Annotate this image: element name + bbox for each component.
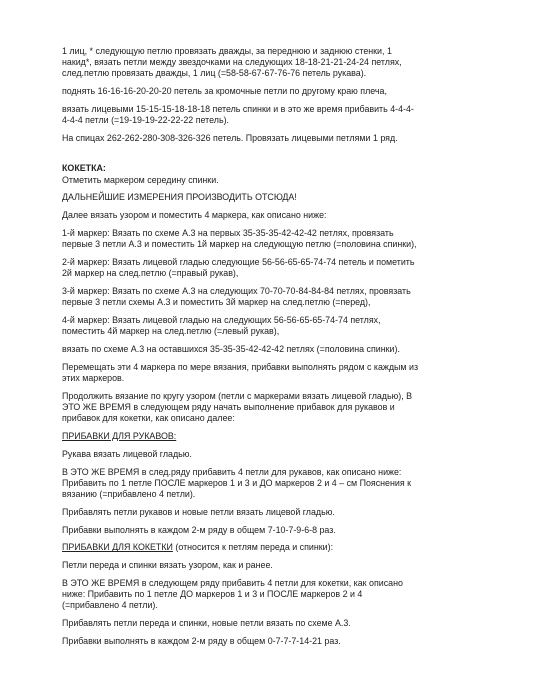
text-line: первые 3 петли А.3 и поместить 1й маркер на следующую петлю (=половина спинки), [62,239,417,250]
paragraph-remaining-back [62,344,522,355]
paragraph-continue-round [62,391,522,425]
paragraph-marker-1 [62,228,522,250]
section-heading-yoke-increases [62,542,522,553]
paragraph-yoke-increase-method [62,578,522,612]
heading-text: КОКЕТКА: [62,162,106,173]
paragraph-yoke-pattern [62,560,522,571]
text-line: 4-4-4 петли (=19-19-19-22-22-22 петель). [62,115,229,126]
paragraph-marker-4 [62,315,522,337]
text-line: 1 лиц, * следующую петлю провязать дважды, за переднюю и заднюю стенки, 1 [62,46,392,56]
section-heading-yoke [62,163,522,174]
paragraph-mark-center [62,175,522,186]
text-line: 2-й маркер: Вязать лицевой гладью следующие 56-56-65-65-74-74 петель и пометить [62,256,415,267]
text-line: В ЭТО ЖЕ ВРЕМЯ в след.ряду прибавить 4 петли для рукавов, как описано ниже: [62,466,402,477]
text-line: 1-й маркер: Вязать по схеме А.3 на первых 35-35-35-42-42-42 петлях, провязать [62,227,394,238]
text-line: Прибавить по 1 петле ПОСЛЕ маркеров 1 и 3 и ДО маркеров 2 и 4 – см Пояснения к [62,477,411,488]
paragraph-pick-up-stitches [62,86,522,97]
text-line: На спицах 262-262-280-308-326-326 петель. Провязать лицевыми петлями 1 ряд. [62,133,398,143]
heading-text [62,542,333,552]
text-line: Отметить маркером середину спинки. [62,174,219,185]
heading-rest: (относится к петлям переда и спинки): [172,542,334,553]
paragraph-sleeve-new-stitches [62,507,522,518]
text-line: вязанию (=прибавлено 4 петли). [62,488,196,499]
text-line: ниже: Прибавить по 1 петле ДО маркеров 1 и 3 и ПОСЛЕ маркеров 2 и 4 [62,589,363,600]
text-line: 3-й маркер: Вязать по схеме А.3 на следующих 70-70-70-84-84-84 петлях, провязать [62,285,411,296]
text-line: Рукава вязать лицевой гладью. [62,448,192,459]
text-line: этих маркеров. [62,372,125,383]
paragraph-marker-2 [62,257,522,279]
text-line: первые 3 петли схемы А.3 и поместить 3й маркер на след.петлю (=перед), [62,297,371,308]
paragraph-sleeve-repeat [62,525,522,536]
text-line: (=прибавлено 4 петли). [62,600,158,611]
text-line: Прибавки выполнять в каждом 2-м ряду в общем 7-10-7-9-6-8 раз. [62,524,336,535]
text-line: след.петлю провязать дважды, 1 лиц (=58-58-67-67-76-76 петель рукава). [62,68,367,79]
text-line: Петли переда и спинки вязать узором, как и ранее. [62,560,273,571]
paragraph-yoke-new-stitches [62,618,522,629]
section-heading-sleeve-increases [62,431,522,442]
heading-text: ПРИБАВКИ ДЛЯ РУКАВОВ: [62,430,177,441]
text-line: прибавок для кокетки, как описано далее: [62,413,235,424]
text-line: Прибавки выполнять в каждом 2-м ряду в общем 0-7-7-7-14-21 раз. [62,635,341,646]
text-line: В ЭТО ЖЕ ВРЕМЯ в следующем ряду прибавить 4 петли для кокетки, как описано [62,577,403,588]
text-line: ЭТО ЖЕ ВРЕМЯ в следующем ряду начать выполнение прибавок для рукавов и [62,401,395,412]
paragraph-sleeve-increase-method [62,467,522,501]
paragraph-yoke-repeat [62,636,522,647]
text-line: Перемещать эти 4 маркера по мере вязания, прибавки выполнять рядом с каждым из [62,361,419,372]
text-line: Далее вязать узором и поместить 4 маркера, как описано ниже: [62,210,327,221]
heading-underlined: ПРИБАВКИ ДЛЯ КОКЕТКИ [62,542,173,553]
paragraph-marker-3 [62,286,522,308]
paragraph-move-markers [62,362,522,384]
text-line: накид*, вязать петли между звездочками на следующих 18-18-21-21-24-24 петлях, [62,57,402,68]
paragraph-sleeves-stockinette [62,449,522,460]
paragraph-measure-note [62,192,522,203]
text-line: 4-й маркер: Вязать лицевой гладью на следующих 56-56-65-65-74-74 петлях, [62,314,381,325]
text-line: вязать по схеме А.3 на оставшихся 35-35-35-42-42-42 петлях (=половина спинки). [62,343,400,354]
text-line: Прибавлять петли переда и спинки, новые петли вязать по схеме А.3. [62,618,351,629]
paragraph-back-stitches [62,104,522,126]
text-line: поместить 4й маркер на след.петлю (=левый рукав), [62,326,280,337]
text-line: вязать лицевыми 15-15-15-18-18-18 петель спинки и в это же время прибавить 4-4-4- [62,104,414,114]
paragraph-markers-intro [62,210,522,221]
text-line: поднять 16-16-16-20-20-20 петель за кромочные петли по другому краю плеча, [62,86,387,97]
text-line: ДАЛЬНЕЙШИЕ ИЗМЕРЕНИЯ ПРОИЗВОДИТЬ ОТСЮДА! [62,192,297,203]
text-line: Прибавлять петли рукавов и новые петли вязать лицевой гладью. [62,506,335,517]
text-line: Продолжить вязание по кругу узором (петли с маркерами вязать лицевой гладью), В [62,390,413,401]
text-line: 2й маркер на след.петлю (=правый рукав), [62,268,239,279]
paragraph-sleeve-increase [62,46,522,80]
paragraph-stitch-total [62,133,522,144]
